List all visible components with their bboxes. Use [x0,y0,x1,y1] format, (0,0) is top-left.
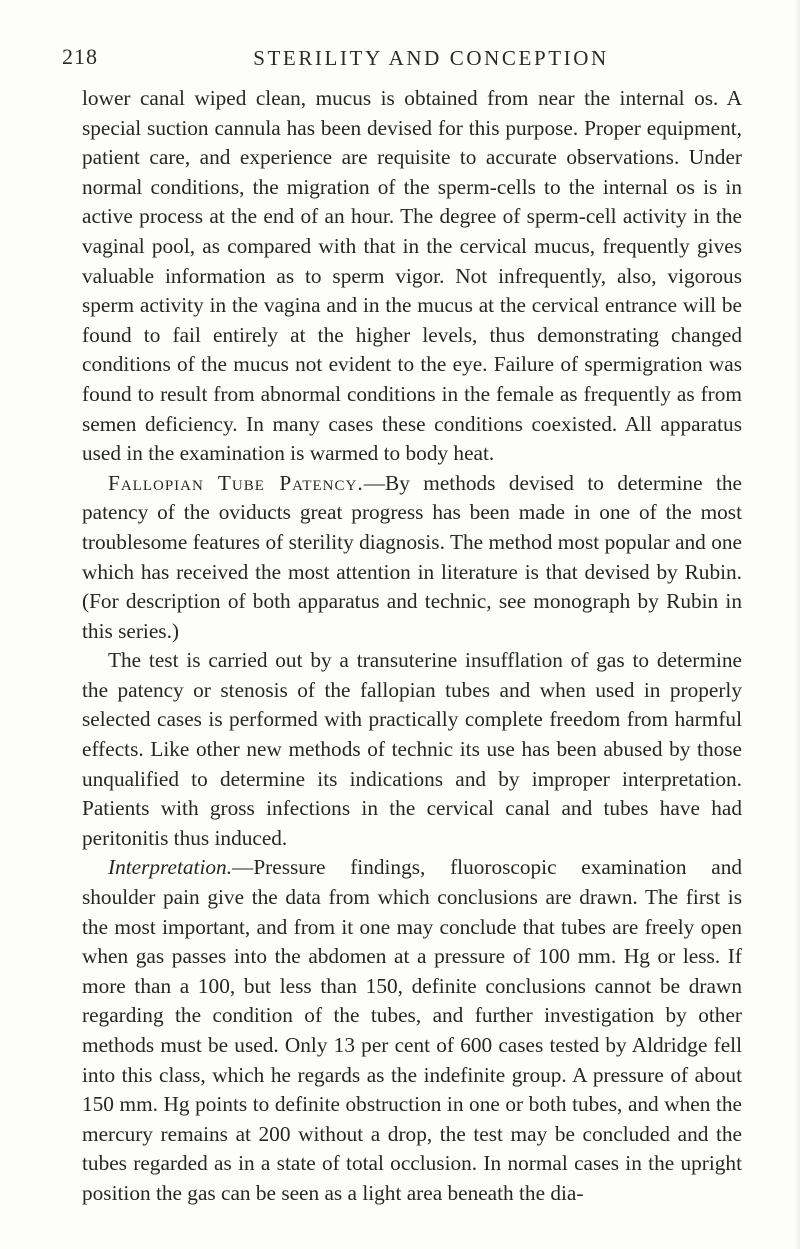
paragraph-sperm-migration: lower canal wiped clean, mucus is obtained from near the internal os. A special suction cannula has been devised for this purpose. Proper equipment, patient care, and experience are requisite to accurate observations. Under normal conditions, the migration of the sperm-cells to the internal os is in active process at the end of an hour. The degree of sperm-cell activity in the vaginal pool, as compared with that in the cervical mucus, frequently gives valuable information as to sperm vigor. Not infrequently, also, vigorous sperm activity in the vagina and in the mucus at the cervical entrance will be found to fail entirely at the higher levels, thus demonstrating changed conditions of the mucus not evident to the eye. Failure of spermigration was found to result from abnormal conditions in the female as frequently as from semen deficiency. In many cases these conditions coexisted. All apparatus used in the examination is warmed to body heat. [82,86,742,466]
paragraph-fallopian-patency [82,469,742,647]
section-heading-fallopian-tube-patency: Fallopian Tube Patency. [108,470,364,495]
page-number: 218 [62,44,98,69]
page-edge-shadow [794,0,800,1249]
running-head [62,44,740,74]
paragraph-interpretation [82,853,742,1208]
paragraph-insufflation-test: The test is carried out by a transuterine insufflation of gas to determine the patency or stenosis of the fallopian tubes and when used in properly selected cases is performed with practically complete freedom from harmful effects. Like other new methods of technic its use has been abused by those unqualified to determine its indications and by improper interpretation. Patients with gross infections in the cervical canal and tubes have had peritonitis thus induced. [82,648,742,850]
running-title: STERILITY AND CONCEPTION [253,46,609,70]
section-heading-interpretation: Interpretation. [108,855,233,880]
paragraph-text: —Pressure findings, fluoroscopic examination and shoulder pain give the data from which conclusions are drawn. The first is the most important, and from it one may conclude that tubes are freely open when gas passes into the abdomen at a pressure of 100 mm. Hg or less. If more than a 100, but less than 150, definite conclusions cannot be drawn regarding the condition of the tubes, and further investigation by other methods must be used. Only 13 per cent of 600 cases tested by Aldridge fell into this class, which he regards as the indefinite group. A pressure of about 150 mm. Hg points to definite obstruction in one or both tubes, and when the mercury remains at 200 without a drop, the test may be concluded and the tubes regarded as in a state of total occlusion. In normal cases in the upright position the gas can be seen as a light area beneath the dia- [82,855,742,1205]
body-text [82,84,742,1209]
paragraph-text: —By methods devised to determine the patency of the oviducts great progress has been made in one of the most troublesome features of sterility diagnosis. The method most popular and one which has received the most attention in literature is that devised by Rubin. (For description of both apparatus and technic, see monograph by Rubin in this series.) [82,470,742,643]
